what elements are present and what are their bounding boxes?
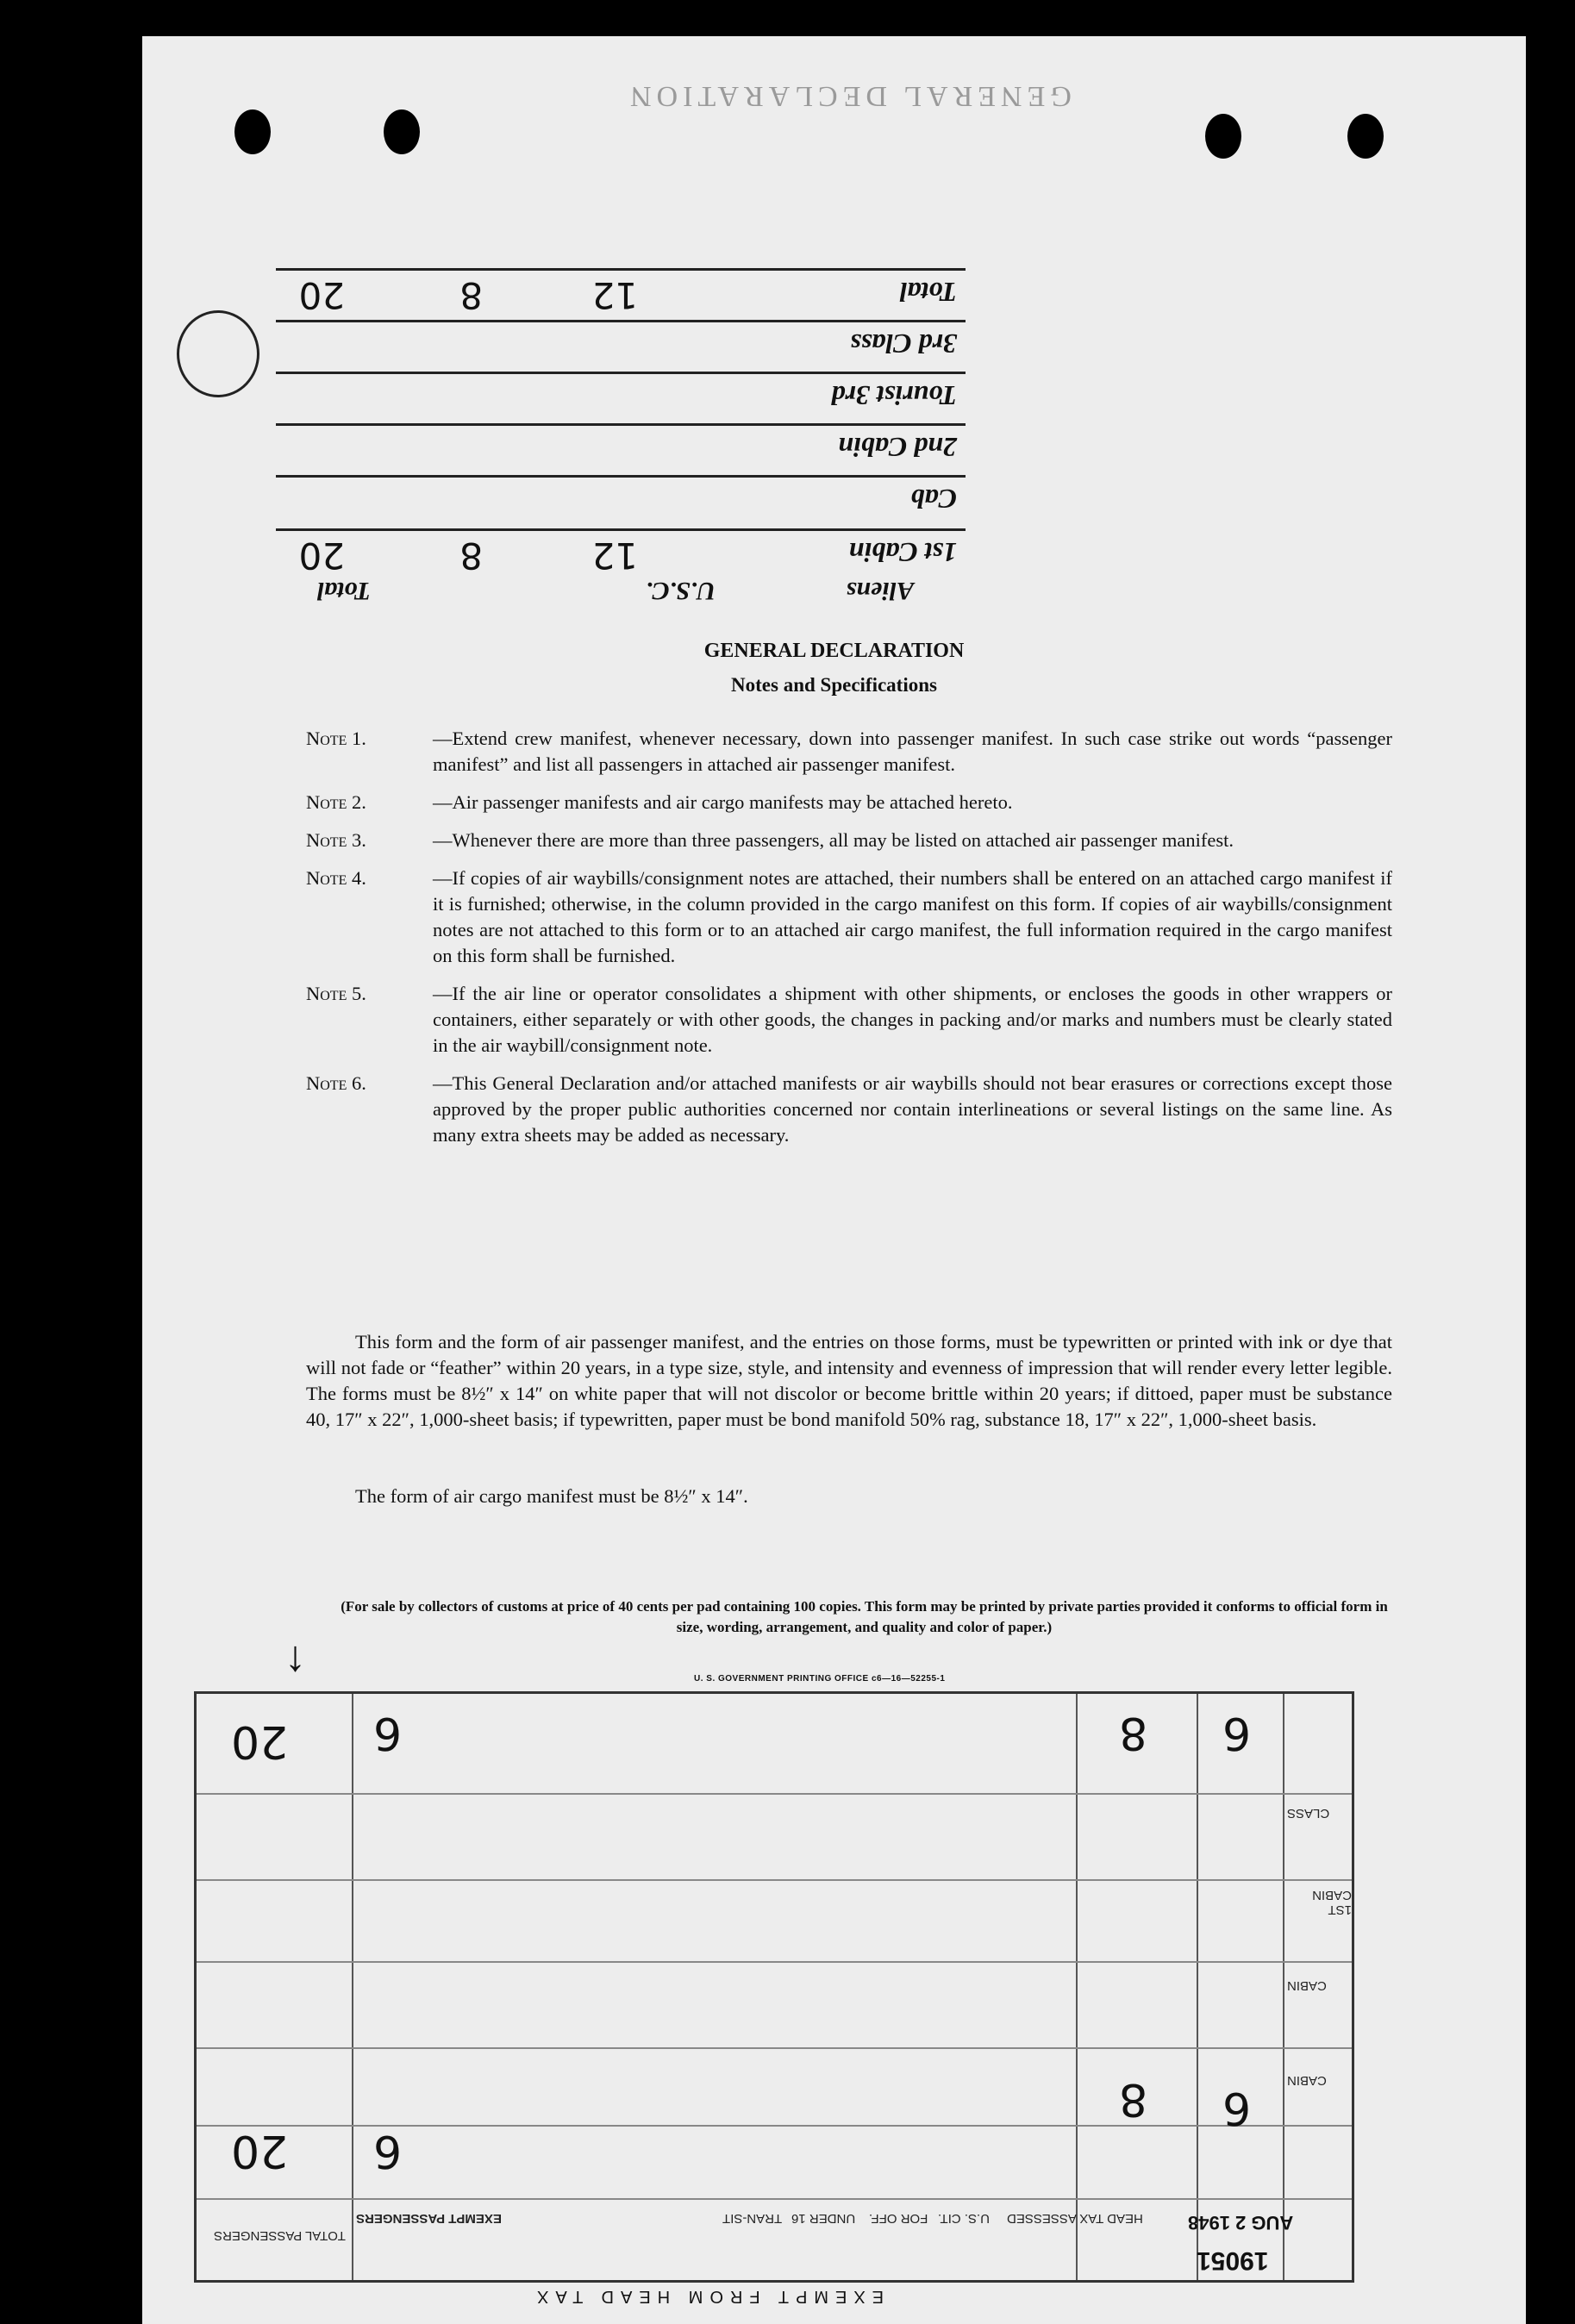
punch-hole bbox=[384, 109, 420, 154]
page-title: GENERAL DECLARATION bbox=[703, 640, 965, 662]
note-5: Note 5. —If the air line or operator consolidates a shipment with other shipments, or encloses the goods in other wrappers or containers, either separately or with other goods, the changes in packing and/or marks and numbers must be clearly stated in the air waybill/consignment note. bbox=[306, 983, 1392, 1056]
tally-row: Tourist 3rd bbox=[276, 372, 966, 415]
tally-row: 1st Cabin 12 8 20 bbox=[276, 528, 966, 572]
form-requirements-paragraph: This form and the form of air passenger manifest, and the entries on those forms, must be typewritten or printed with ink or dye that will not fade or “feather” within 20 years, in a type size, style, and intensity and evenness of impression that will render every letter legible. The forms must be 8½″ x 14″ on white paper that will not discolor or become brittle within 20 years; if dittoed, paper must be substance 40, 17″ x 22″, 1,000-sheet basis; if typewritten, paper must be bond manifold 50% rag, substance 18, 17″ x 22″, 1,000-sheet basis. bbox=[306, 1331, 1392, 1430]
grid-total-top: 20 bbox=[231, 1715, 289, 1767]
note-4: Note 4. —If copies of air waybills/consignment notes are attached, their numbers shall be entered on an attached cargo manifest if it is furnished; otherwise, in the column provided in the cargo manifest on this form. If copies of air waybills/consignment notes are not attached to this form or to an attached air cargo manifest, the full information required in the cargo manifest on this form shall be furnished. bbox=[306, 867, 1392, 966]
aliens-header: Aliens bbox=[846, 577, 914, 605]
tally-row: Cab bbox=[276, 475, 966, 519]
usc-header: U.S.C. bbox=[646, 577, 716, 605]
inverted-tax-grid: 20 6 8 6 20 6 8 6 CLASS 1ST CABIN CABIN CABIN TOTAL PASSENGERS EXEMPT PASSENGERS TRAN-SIT UNDER 16 FOR OFF. U.S. CIT. HEAD TAX ASSESSED AUG 2 1948 19051 bbox=[194, 1691, 1354, 2283]
tally-row: 2nd Cabin bbox=[276, 423, 966, 467]
number-stamp: 19051 bbox=[1197, 2246, 1269, 2275]
sale-notice: (For sale by collectors of customs at price of 40 cents per pad containing 100 copies. This form may be printed by private parties provided it conforms to official form in size, wording, arrangement, and quality and color of paper.) bbox=[341, 1598, 1388, 1635]
notes-list bbox=[306, 726, 1392, 1160]
bleed-through-header: GENERAL DECLARATION bbox=[625, 80, 1072, 112]
note-1: Note 1. —Extend crew manifest, whenever necessary, down into passenger manifest. In such case strike out words “passenger manifest” and list all passengers in attached air passenger manifest. bbox=[306, 728, 1392, 775]
punch-hole bbox=[1205, 114, 1241, 159]
passenger-tally bbox=[276, 234, 966, 605]
tally-row: 3rd Class bbox=[276, 320, 966, 364]
tally-row: Total 12 8 20 bbox=[276, 268, 966, 312]
arrow-down-icon: ↓ bbox=[284, 1632, 306, 1680]
note-6: Note 6. —This General Declaration and/or attached manifests or air waybills should not bear erasures or corrections except those approved by the proper public authorities concerned nor contain interlineations or several listings on the same line. As many extra sheets may be added as necessary. bbox=[306, 1072, 1392, 1146]
printer-imprint: U. S. GOVERNMENT PRINTING OFFICE c6—16—52255-1 bbox=[694, 1674, 946, 1684]
grid-right1-bottom: 8 bbox=[1119, 2073, 1148, 2125]
date-stamp: AUG 2 1948 bbox=[1188, 2212, 1294, 2233]
exempt-stamp: EXEMPT FROM HEAD TAX bbox=[530, 2287, 884, 2306]
page-subtitle: Notes and Specifications bbox=[731, 674, 937, 696]
cargo-manifest-size-note: The form of air cargo manifest must be 8½″ x 14″. bbox=[355, 1485, 748, 1507]
document-sheet bbox=[142, 36, 1526, 2324]
note-3: Note 3. —Whenever there are more than three passengers, all may be listed on attached air passenger manifest. bbox=[306, 829, 1234, 851]
grid-col2-bottom: 6 bbox=[373, 2125, 403, 2177]
total-header: Total bbox=[316, 577, 371, 605]
grid-right2-top: 6 bbox=[1222, 1707, 1252, 1759]
punch-hole bbox=[1347, 114, 1384, 159]
note-2: Note 2. —Air passenger manifests and air cargo manifests may be attached hereto. bbox=[306, 791, 1013, 813]
grid-right2-bottom: 6 bbox=[1222, 2082, 1252, 2133]
punch-hole bbox=[234, 109, 271, 154]
grid-total-bottom: 20 bbox=[231, 2125, 289, 2177]
grid-col2-top: 6 bbox=[373, 1707, 403, 1759]
grid-right1-top: 8 bbox=[1119, 1707, 1148, 1759]
circled-mark bbox=[177, 310, 259, 397]
